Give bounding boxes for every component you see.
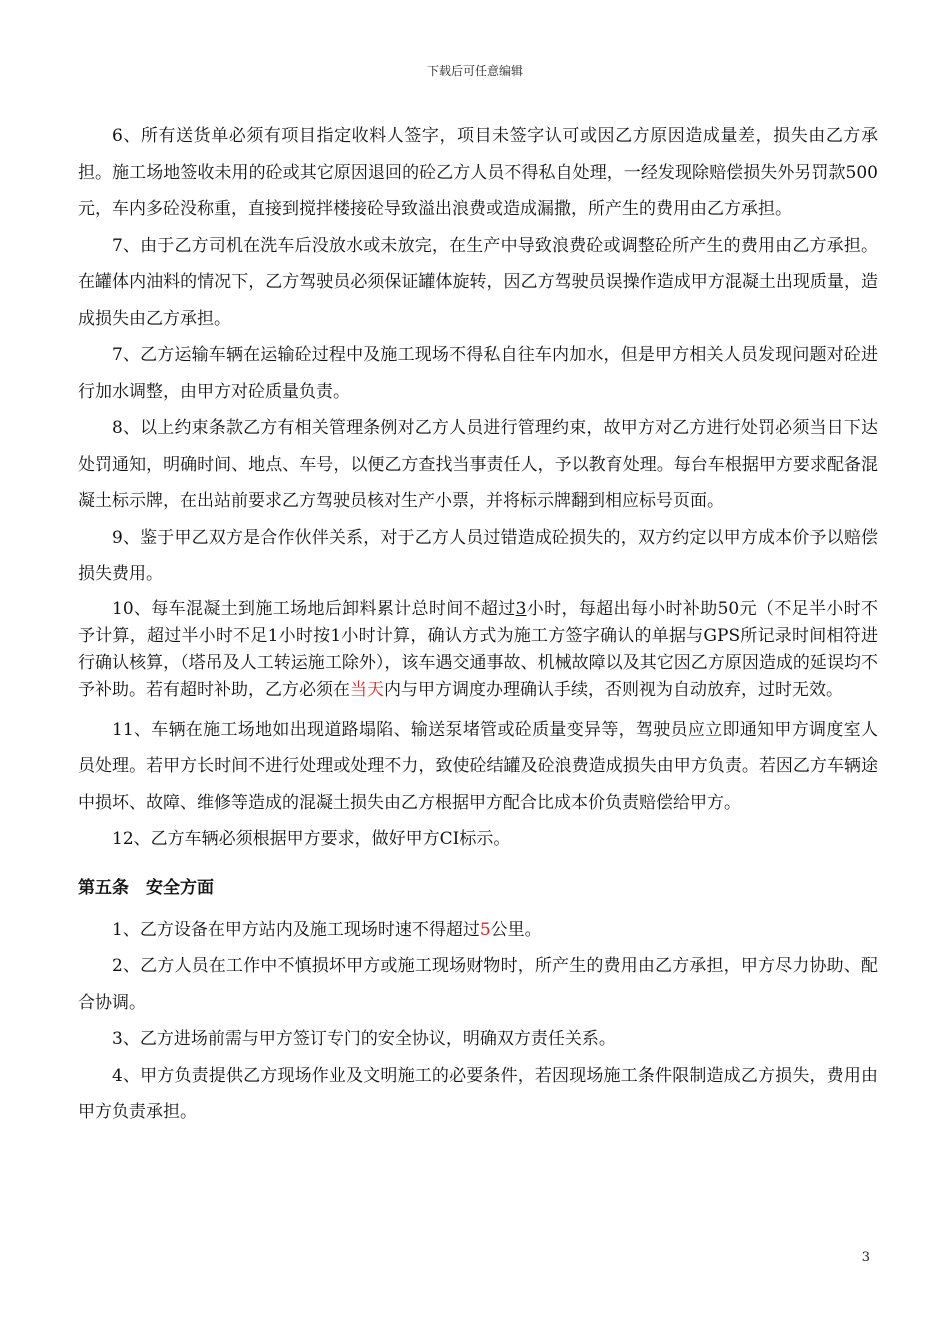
- clause-10-hours: 3: [515, 598, 527, 619]
- clause-7-b: 7、乙方运输车辆在运输砼过程中及施工现场不得私自往车内加水，但是甲方相关人员发现问题对砼进行加水调整，由甲方对砼质量负责。: [78, 345, 878, 402]
- clause-11: 11、车辆在施工场地如出现道路塌陷、输送泵堵管或砼质量变异等，驾驶员应立即通知甲方调度室人员处理。若甲方长时间不进行处理或处理不力，致使砼结罐及砼浪费造成损失由甲方负责。若因乙方车辆途中损坏、故障、维修等造成的混凝土损失由乙方根据甲方配合比成本价负责赔偿给甲方。: [78, 719, 878, 813]
- section-5-heading: 第五条 安全方面: [78, 877, 214, 898]
- safety-clause-1-text-b: 公里。: [490, 919, 542, 940]
- safety-clause-4: 4、甲方负责提供乙方现场作业及文明施工的必要条件，若因现场施工条件限制造成乙方损失，费用由甲方负责承担。: [78, 1065, 878, 1122]
- clause-9: 9、鉴于甲乙双方是合作伙伴关系，对于乙方人员过错造成砼损失的，双方约定以甲方成本价予以赔偿损失费用。: [78, 527, 878, 584]
- clause-8: 8、以上约束条款乙方有相关管理条例对乙方人员进行管理约束，故甲方对乙方进行处罚必须当日下达处罚通知，明确时间、地点、车号，以便乙方查找当事责任人，予以教育处理。每台车根据甲方要求配备混凝土标示牌，在出站前要求乙方驾驶员核对生产小票，并将标示牌翻到相应标号页面。: [78, 418, 878, 511]
- page-header: 下载后可任意编辑: [426, 64, 523, 78]
- document-body: [78, 118, 878, 1131]
- clause-10-text-c: 内与甲方调度办理确认手续，否则视为自动放弃，过时无效。: [384, 679, 843, 700]
- clause-7-a: 7、由于乙方司机在洗车后没放水或未放完，在生产中导致浪费砼或调整砼所产生的费用由乙方承担。在罐体内油料的情况下，乙方驾驶员必须保证罐体旋转，因乙方驾驶员误操作造成甲方混凝土出现质量，造成损失由乙方承担。: [78, 235, 878, 329]
- safety-clause-3: 3、乙方进场前需与甲方签订专门的安全协议，明确双方责任关系。: [112, 1029, 616, 1049]
- clause-6: 6、所有送货单必须有项目指定收料人签字，项目未签字认可或因乙方原因造成量差，损失由乙方承担。施工场地签收未用的砼或其它原因退回的砼乙方人员不得私自处理，一经发现除赔偿损失外另罚款500元，车内多砼没称重，直接到搅拌楼接砼导致溢出浪费或造成漏撒，所产生的费用由乙方承担。: [78, 126, 878, 219]
- clause-10-highlight: 当天: [350, 679, 384, 700]
- clause-10: [78, 596, 878, 704]
- clause-10-text-a: 10、每车混凝土到施工场地后卸料累计总时间不超过: [112, 598, 516, 619]
- clause-10-text-b: 小时，每超出每小时补助50元（不足半小时不予计算，超过半小时不足1小时按1小时计算，确认方式为施工方签字确认的单据与GPS所记录时间相符进行确认核算，（塔吊及人工转运施工除外），该车遇交通事故、机械故障以及其它因乙方原因造成的延误均不予补助。若有超时补助，乙方必须在: [78, 598, 878, 700]
- safety-clause-1-speed: 5: [479, 919, 491, 940]
- safety-clause-1-text-a: 1、乙方设备在甲方站内及施工现场时速不得超过: [112, 919, 480, 940]
- page-number: 3: [861, 1250, 870, 1265]
- clause-12: 12、乙方车辆必须根据甲方要求，做好甲方CI标示。: [112, 829, 511, 849]
- safety-clause-2: 2、乙方人员在工作中不慎损坏甲方或施工现场财物时，所产生的费用由乙方承担，甲方尽力协助、配合协调。: [78, 956, 878, 1013]
- safety-clause-1: [78, 912, 878, 949]
